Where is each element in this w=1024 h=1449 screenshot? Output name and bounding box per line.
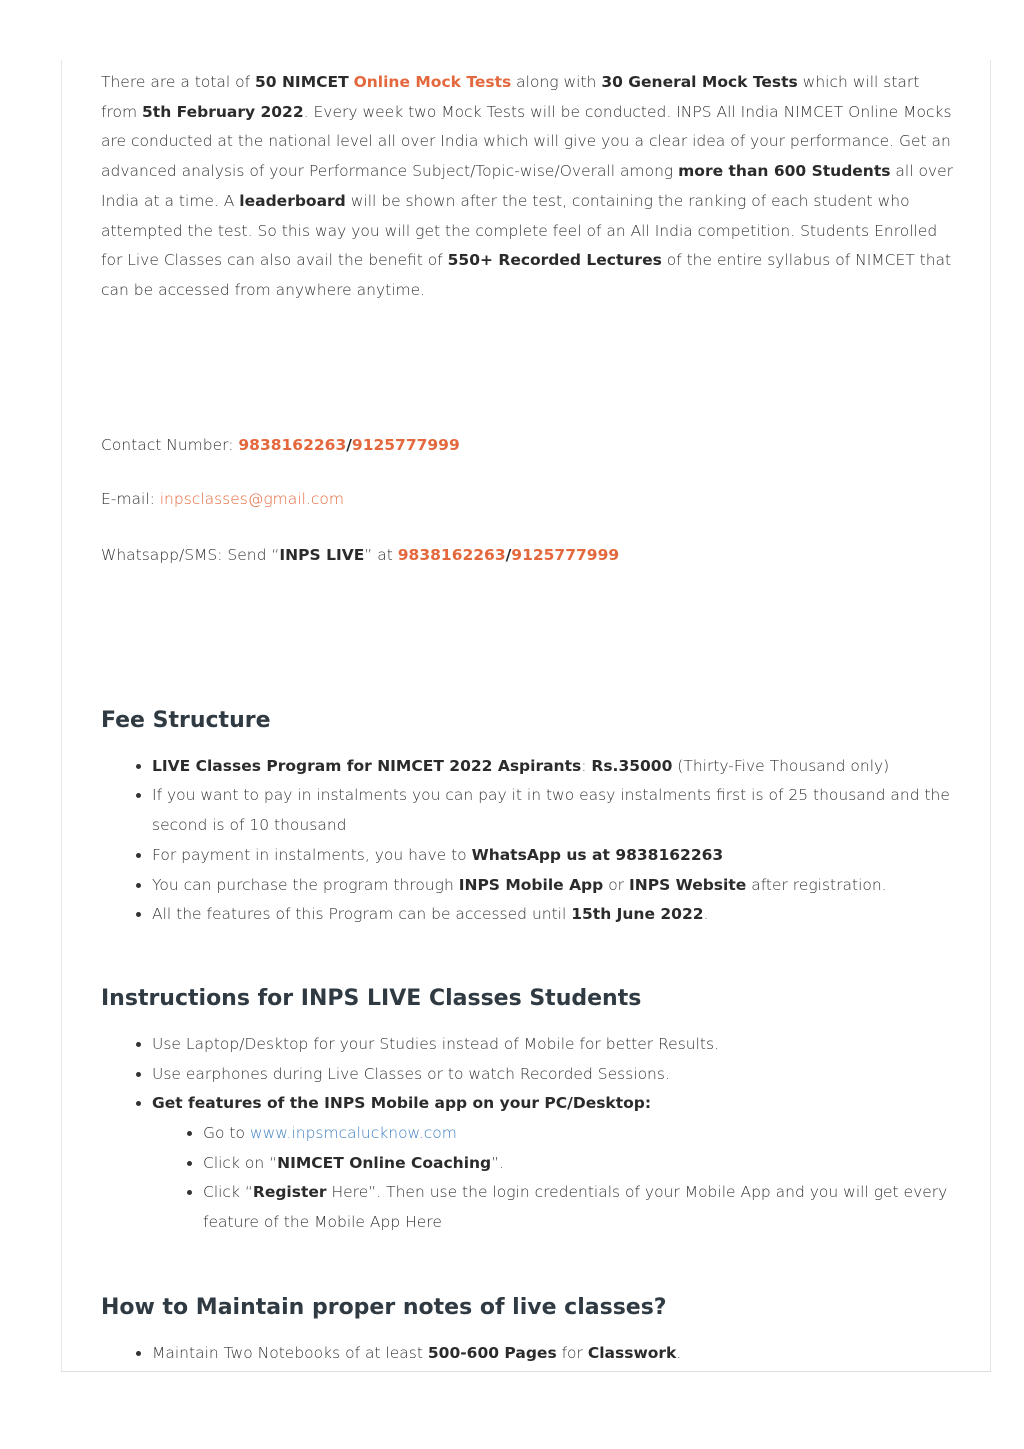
intro-text: all over India at a time. A: [101, 162, 954, 210]
coaching-option: NIMCET Online Coaching: [277, 1153, 492, 1172]
list-item: [203, 1149, 957, 1179]
contact-label: Contact Number:: [101, 435, 239, 454]
general-mock-count: 30 General Mock Tests: [601, 73, 798, 91]
notes-list: [101, 1339, 957, 1369]
phone-link-2[interactable]: 9125777999: [351, 435, 460, 454]
intro-paragraph: [101, 68, 957, 306]
leaderboard-text: leaderboard: [239, 191, 346, 210]
whatsapp-keyword: INPS LIVE: [279, 546, 365, 565]
phone-separator: /: [346, 435, 352, 454]
email-label: E-mail:: [101, 490, 160, 509]
list-text: You can purchase the program through: [152, 875, 459, 894]
list-text: .: [703, 905, 709, 924]
list-text: .: [676, 1343, 682, 1362]
list-item: [203, 1119, 957, 1149]
student-count: more than 600 Students: [678, 162, 891, 181]
website-name: INPS Website: [628, 875, 747, 894]
program-price: Rs.35000: [591, 756, 673, 775]
list-item: [203, 1178, 957, 1237]
mobile-app-name: INPS Mobile App: [458, 875, 604, 894]
phone-separator: /: [505, 546, 512, 565]
list-item: [152, 1339, 957, 1369]
intro-text: along with: [511, 73, 602, 91]
price-words: (Thirty-Five Thousand only): [672, 756, 890, 775]
list-text: All the features of this Program can be accessed until: [152, 905, 572, 924]
whatsapp-label: Whatsapp/SMS: Send “: [101, 546, 280, 565]
list-item: [152, 752, 957, 782]
whatsapp-phone-link-1[interactable]: 9838162263: [397, 546, 506, 565]
whatsapp-text: ” at: [364, 546, 398, 565]
list-item: • Use Laptop/Desktop for your Studies instead of Mobile for better Results.: [152, 1030, 957, 1060]
fee-structure-heading: Fee Structure: [101, 707, 271, 733]
intro-text: There are a total of: [101, 73, 255, 91]
contact-number-line: [101, 431, 957, 461]
list-text: Click “: [203, 1183, 253, 1202]
list-text: Click on “: [203, 1153, 278, 1172]
content-card: [61, 60, 991, 1372]
list-text: ”.: [491, 1153, 505, 1172]
separator-text: :: [581, 756, 592, 775]
list-item: • Use earphones during Live Classes or to watch Recorded Sessions.: [152, 1060, 957, 1090]
whatsapp-phone-link-2[interactable]: 9125777999: [511, 546, 620, 565]
instructions-heading: Instructions for INPS LIVE Classes Students: [101, 985, 642, 1011]
email-link[interactable]: inpsclasses@gmail.com: [159, 490, 344, 509]
register-option: Register: [252, 1183, 327, 1202]
start-date: 5th February 2022: [142, 102, 304, 121]
page-count: 500-600 Pages: [427, 1343, 557, 1362]
classwork-text: Classwork: [587, 1343, 677, 1362]
recorded-lectures-count: 550+ Recorded Lectures: [447, 251, 662, 270]
list-item: • If you want to pay in instalments you can pay it in two easy instalments first is of 25 thousand and the second is of 10 thousand: [152, 781, 957, 840]
list-item: [152, 871, 957, 901]
notes-heading: How to Maintain proper notes of live classes?: [101, 1294, 667, 1320]
list-item: [152, 841, 957, 871]
online-mock-tests-link[interactable]: Online Mock Tests: [353, 73, 512, 91]
intro-text: will be shown after the test, containing the ranking of each student who attempted the test. So this way you will get the complete feel of an All India competition. Students Enrolled for Live Classes can also avail the benefit of: [101, 191, 938, 270]
list-text: For payment in instalments, you have to: [152, 845, 472, 864]
pc-steps-list: [152, 1119, 957, 1238]
intro-text: which will start from: [101, 73, 920, 121]
intro-text: . Every week two Mock Tests will be conducted. INPS All India NIMCET Online Mocks are conducted at the national level all over India which will give you a clear idea of your performance. Get an advanced analysis of your Performance Subject/Topic-wise/Overall among: [101, 102, 952, 181]
list-item: [152, 900, 957, 930]
whatsapp-line: [101, 541, 957, 571]
intro-text: of the entire syllabus of NIMCET that can be accessed from anywhere anytime.: [101, 251, 952, 299]
access-end-date: 15th June 2022: [571, 905, 704, 924]
article-body: [101, 60, 957, 1369]
instructions-list: [101, 1030, 957, 1238]
list-text: for: [556, 1343, 588, 1362]
list-text: after registration.: [746, 875, 887, 894]
list-text: Go to: [203, 1124, 250, 1143]
phone-link-1[interactable]: 9838162263: [238, 435, 347, 454]
whatsapp-contact: WhatsApp us at 9838162263: [471, 845, 724, 864]
email-line: [101, 485, 957, 515]
program-name: LIVE Classes Program for NIMCET 2022 Aspirants: [152, 756, 582, 775]
list-text: Maintain Two Notebooks of at least: [152, 1343, 428, 1362]
list-text: Here”. Then use the login credentials of your Mobile App and you will get every feature of the Mobile App Here: [203, 1183, 948, 1232]
mock-count: 50 NIMCET: [254, 73, 349, 91]
pc-features-title: Get features of the INPS Mobile app on your PC/Desktop:: [152, 1094, 652, 1113]
list-item: [152, 1089, 957, 1238]
fee-list: [101, 752, 957, 930]
website-link[interactable]: www.inpsmcalucknow.com: [249, 1124, 457, 1143]
list-text: or: [603, 875, 629, 894]
